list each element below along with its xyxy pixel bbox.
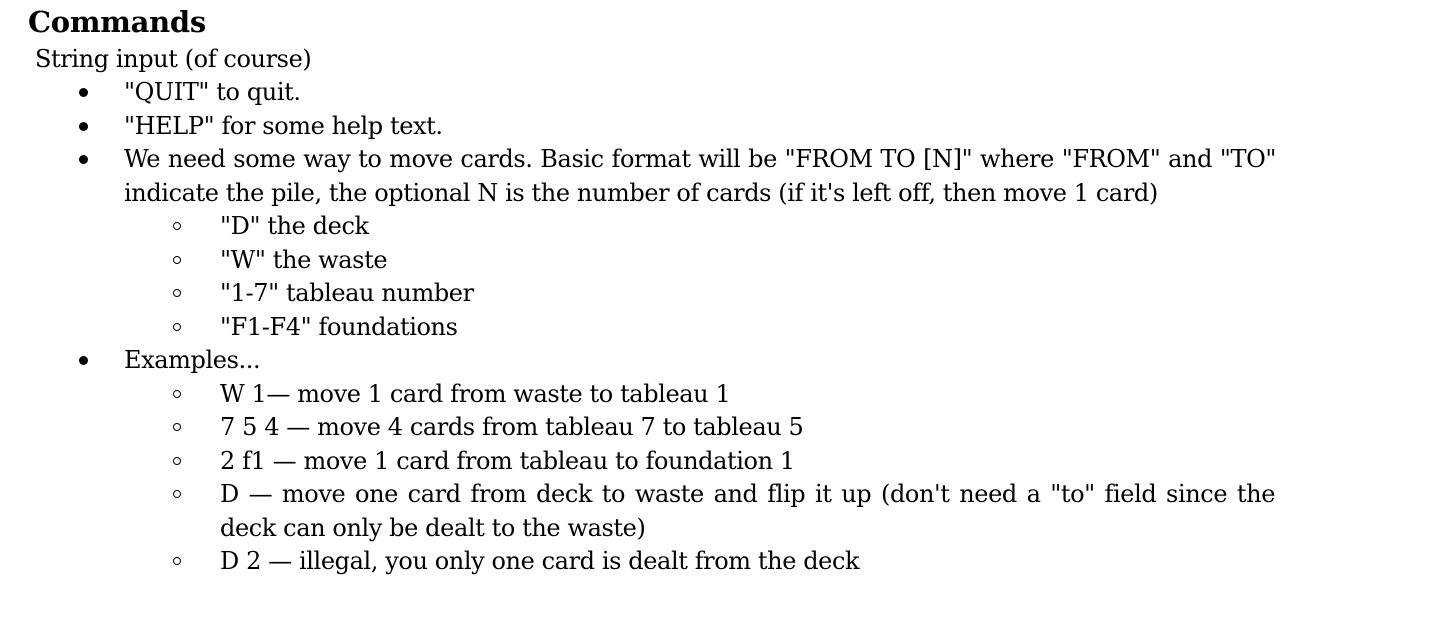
hollow-bullet-icon (173, 557, 181, 565)
sub-item (220, 411, 1430, 445)
list-item-text: "QUIT" to quit. (124, 78, 301, 106)
hollow-bullet-icon (173, 423, 181, 431)
list-item-examples (0, 344, 1430, 579)
sub-item-text: "W" the waste (220, 245, 388, 274)
bullet-icon (79, 356, 88, 365)
hollow-bullet-icon (173, 490, 181, 498)
command-list (0, 76, 1430, 579)
bullet-icon (79, 122, 88, 131)
hollow-bullet-icon (173, 390, 181, 398)
sub-item-text: D 2 — illegal, you only one card is dealt from the deck (220, 547, 860, 575)
pile-codes-list (220, 210, 1430, 344)
intro-text: String input (of course) (35, 45, 312, 73)
hollow-bullet-icon (173, 256, 181, 264)
examples-list (220, 378, 1430, 579)
list-item-help (0, 110, 1430, 144)
sub-item (220, 545, 1430, 579)
sub-item-text: 7 5 4 — move 4 cards from tableau 7 to tableau 5 (220, 413, 804, 441)
sub-item (220, 210, 1430, 244)
sub-item (220, 244, 1430, 278)
sub-item (220, 478, 1430, 545)
sub-item-text: "D" the deck (220, 212, 369, 240)
list-item-text: Examples... (124, 346, 261, 374)
sub-item (220, 445, 1430, 479)
sub-item-text: D — move one card from deck to waste and flip it up (don't need a "to" field since the deck can only be dealt to the waste) (220, 480, 1275, 542)
sub-item (220, 277, 1430, 311)
list-item-text: "HELP" for some help text. (124, 111, 443, 140)
list-item-move-format (0, 143, 1430, 344)
sub-item-text: "F1-F4" foundations (220, 312, 458, 341)
hollow-bullet-icon (173, 323, 181, 331)
hollow-bullet-icon (173, 222, 181, 230)
hollow-bullet-icon (173, 457, 181, 465)
sub-item (220, 378, 1430, 412)
sub-item-text: "1-7" tableau number (220, 279, 474, 307)
bullet-icon (79, 155, 88, 164)
section-heading: Commands (28, 5, 206, 39)
sub-item-text: 2 f1 — move 1 card from tableau to foundation 1 (220, 446, 795, 475)
hollow-bullet-icon (173, 289, 181, 297)
list-item-quit (0, 76, 1430, 110)
list-item-text: We need some way to move cards. Basic format will be "FROM TO [N]" where "FROM" and "TO" indicate the pile, the optional N is the number of cards (if it's left off, then move 1 card) (124, 145, 1276, 207)
bullet-icon (79, 88, 88, 97)
sub-item (220, 311, 1430, 345)
sub-item-text: W 1— move 1 card from waste to tableau 1 (220, 379, 731, 408)
